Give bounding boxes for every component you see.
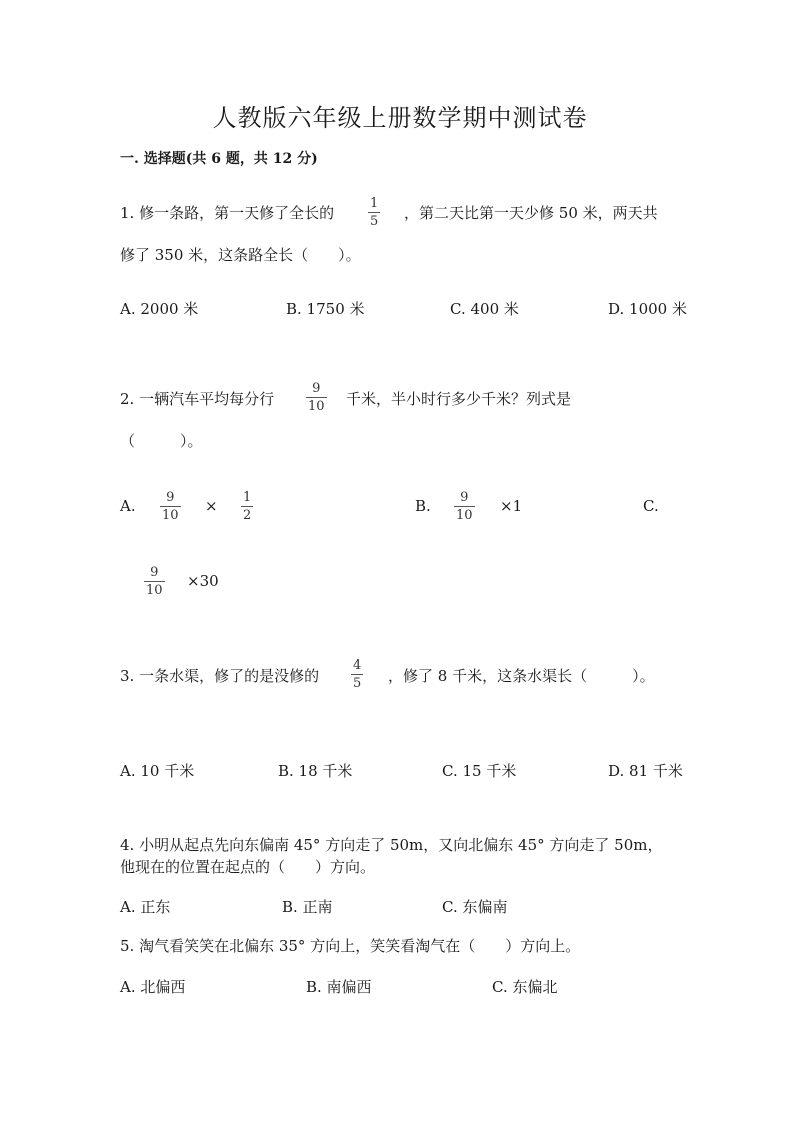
fraction-bar [368, 212, 380, 213]
q2-option-a-fraction-2 [241, 490, 253, 523]
q3-option-c[interactable]: C. 15 千米 [442, 762, 517, 780]
frac-num: 9 [460, 490, 469, 505]
q3-text-before: 3. 一条水渠，修了的是没修的 [120, 667, 320, 685]
q2-option-a-operator: × [205, 497, 218, 515]
q2-option-b-tail: ×1 [500, 497, 523, 515]
frac-den: 10 [146, 583, 163, 598]
frac-num: 1 [243, 490, 252, 505]
q4-option-a[interactable]: A. 正东 [120, 898, 171, 916]
q1-option-b[interactable]: B. 1750 米 [286, 300, 365, 318]
q5-line1: 5. 淘气看笑笑在北偏东 35° 方向上，笑笑看淘气在（ ）方向上。 [120, 937, 581, 955]
page-title: 人教版六年级上册数学期中测试卷 [212, 104, 588, 132]
q2-option-c-tail: ×30 [187, 572, 219, 590]
q5-option-b[interactable]: B. 南偏西 [306, 978, 372, 996]
q3-text-after: ，修了 8 千米，这条水渠长（ ）。 [388, 667, 655, 685]
q4-line1: 4. 小明从起点先向东偏南 45° 方向走了 50m，又向北偏东 45° 方向走了 50m， [120, 836, 663, 854]
frac-num: 9 [166, 490, 175, 505]
q5-option-c[interactable]: C. 东偏北 [492, 978, 558, 996]
q3-option-a[interactable]: A. 10 千米 [120, 762, 195, 780]
q2-option-c-fraction [144, 565, 165, 598]
q1-option-c[interactable]: C. 400 米 [450, 300, 519, 318]
q1-text-before: 1. 修一条路，第一天修了全长的 [120, 204, 335, 222]
fraction-bar [351, 674, 363, 675]
q2-option-a-fraction-1 [160, 490, 181, 523]
frac-den: 10 [456, 508, 473, 523]
q3-frac-den: 5 [353, 676, 362, 691]
q2-fraction [306, 381, 327, 414]
q3-option-b[interactable]: B. 18 千米 [278, 762, 353, 780]
q2-line2: （ ）。 [120, 432, 203, 450]
frac-num: 9 [150, 565, 159, 580]
frac-den: 2 [243, 508, 252, 523]
q1-frac-den: 5 [370, 214, 379, 229]
q3-frac-num: 4 [353, 658, 362, 673]
q2-option-a-label: A. [120, 497, 136, 515]
q2-text-after: 千米，半小时行多少千米？列式是 [346, 390, 572, 408]
q4-option-b[interactable]: B. 正南 [282, 898, 333, 916]
q1-option-d[interactable]: D. 1000 米 [608, 300, 687, 318]
fraction-bar [241, 506, 253, 507]
q2-option-b-fraction [454, 490, 475, 523]
q2-option-b-label: B. [415, 497, 431, 515]
q1-line2: 修了 350 米，这条路全长（ ）。 [120, 246, 361, 264]
section-heading: 一. 选择题(共 6 题，共 12 分) [120, 151, 318, 167]
q3-option-d[interactable]: D. 81 千米 [608, 762, 683, 780]
fraction-bar [160, 506, 181, 507]
q1-fraction [368, 196, 380, 229]
q5-option-a[interactable]: A. 北偏西 [120, 978, 186, 996]
q2-frac-num: 9 [312, 381, 321, 396]
q2-option-c-label: C. [643, 497, 659, 515]
fraction-bar [454, 506, 475, 507]
frac-den: 10 [162, 508, 179, 523]
q1-option-a[interactable]: A. 2000 米 [120, 300, 199, 318]
fraction-bar [144, 581, 165, 582]
fraction-bar [306, 397, 327, 398]
q2-frac-den: 10 [308, 399, 325, 414]
q2-text-before: 2. 一辆汽车平均每分行 [120, 390, 275, 408]
q3-fraction [351, 658, 363, 691]
q4-line2: 他现在的位置在起点的（ ）方向。 [120, 858, 376, 876]
q1-text-after: ，第二天比第一天少修 50 米，两天共 [404, 204, 658, 222]
q1-frac-num: 1 [370, 196, 379, 211]
q4-option-c[interactable]: C. 东偏南 [442, 898, 508, 916]
